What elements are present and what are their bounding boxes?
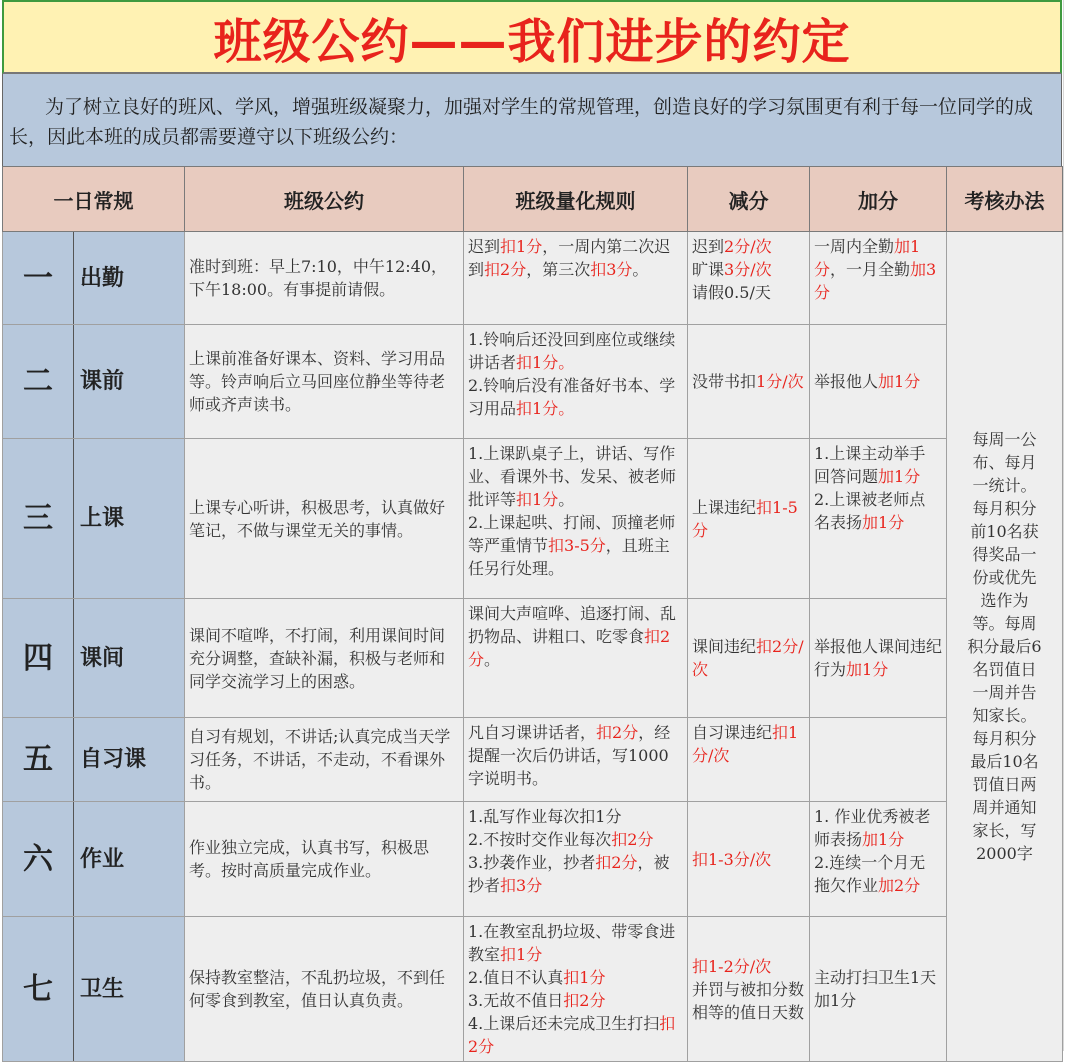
score-highlight: 加1分 xyxy=(862,513,905,532)
rules-cell xyxy=(464,599,688,718)
rule-text: 1.上课趴桌子上，讲话、写作业、看课外书、发呆、被老师批评等 xyxy=(468,444,677,509)
score-highlight: 扣2分 xyxy=(596,723,639,742)
table-row xyxy=(3,917,1063,1062)
table-row xyxy=(3,325,1063,439)
rules-cell-line xyxy=(468,1012,683,1058)
rule-text: 主动打扫卫生1天加1分 xyxy=(814,968,937,1010)
rule-text: 举报他人课间违纪行为 xyxy=(814,637,943,679)
rule-text: 迟到 xyxy=(692,237,725,256)
score-highlight: 加3分 xyxy=(814,260,937,302)
row-number: 二 xyxy=(3,325,74,439)
rules-cell xyxy=(464,439,688,599)
rule-text: 自习课违纪 xyxy=(692,723,773,742)
score-highlight: 扣2分 xyxy=(563,991,606,1010)
rule-text: ，一月全勤 xyxy=(830,260,911,279)
rule-text: 1.在教室乱扔垃圾、带零食进教室 xyxy=(468,922,676,964)
deduct-cell xyxy=(688,917,810,1062)
score-highlight: 加1分 xyxy=(878,467,921,486)
rule-text: ，一周内第二次迟到 xyxy=(468,237,671,279)
rule-text: 3.无故不值日 xyxy=(468,991,564,1010)
rule-text: ，被抄者 xyxy=(468,853,670,895)
header-convention: 班级公约 xyxy=(185,167,464,232)
score-highlight: 扣1-5分 xyxy=(692,497,798,540)
add-cell-line xyxy=(814,635,942,681)
score-highlight: 3分/次 xyxy=(724,260,772,279)
rules-cell-line xyxy=(468,805,683,828)
score-highlight: 加2分 xyxy=(878,876,921,895)
score-highlight: 扣1分 xyxy=(500,945,543,964)
rule-text: 2.上课被老师点 xyxy=(814,490,926,509)
score-highlight: 扣2分 xyxy=(468,1014,676,1056)
rules-cell-line xyxy=(468,328,683,374)
rule-text: 1.乱写作业每次扣1分 xyxy=(468,807,622,826)
rules-cell-line xyxy=(468,602,683,671)
row-category: 卫生 xyxy=(74,917,185,1062)
add-cell-line xyxy=(814,966,942,1012)
deduct-cell-line xyxy=(692,496,805,542)
deduct-cell-line xyxy=(692,635,805,681)
rule-text: 2.不按时交作业每次 xyxy=(468,830,612,849)
row-category: 上课 xyxy=(74,439,185,599)
rules-cell-line xyxy=(468,374,683,420)
add-cell-line xyxy=(814,370,942,393)
rule-text: 1.铃响后还没回到座位或继续讲话者 xyxy=(468,330,676,372)
row-number: 五 xyxy=(3,718,74,802)
rules-cell xyxy=(464,232,688,325)
convention-cell: 作业独立完成，认真书写，积极思考。按时高质量完成作业。 xyxy=(185,802,464,917)
rules-cell-line xyxy=(468,966,683,989)
score-highlight: 2分/次 xyxy=(724,237,772,256)
deduct-cell-line xyxy=(692,848,805,871)
rules-cell xyxy=(464,325,688,439)
rules-cell-line xyxy=(468,511,683,580)
deduct-cell xyxy=(688,232,810,325)
add-cell xyxy=(810,718,947,802)
add-cell-line xyxy=(814,874,942,897)
rule-text: 并罚与被扣分数相等的值日天数 xyxy=(692,979,805,1022)
add-cell-line xyxy=(814,488,942,511)
rule-text: 2.值日不认真 xyxy=(468,968,564,987)
row-number: 四 xyxy=(3,599,74,718)
score-highlight: 扣2分 xyxy=(611,830,654,849)
sheet-gridline xyxy=(1063,0,1064,1051)
deduct-cell-line xyxy=(692,281,805,304)
score-highlight: 扣2分 xyxy=(468,627,671,669)
header-assess: 考核办法 xyxy=(947,167,1063,232)
score-highlight: 扣1分/次 xyxy=(692,723,799,765)
row-number: 六 xyxy=(3,802,74,917)
spreadsheet xyxy=(2,0,1062,1062)
add-cell xyxy=(810,802,947,917)
score-highlight: 1分/次 xyxy=(756,372,804,391)
score-highlight: 扣2分 xyxy=(484,260,527,279)
score-highlight: 加1分 xyxy=(814,237,921,279)
deduct-cell-line xyxy=(692,978,805,1024)
convention-cell: 保持教室整洁，不乱扔垃圾，不到任何零食到教室，值日认真负责。 xyxy=(185,917,464,1062)
rule-text: 1. 作业优秀被老师表扬 xyxy=(814,807,931,849)
deduct-cell xyxy=(688,439,810,599)
rule-text: 旷课 xyxy=(692,260,725,279)
table-row xyxy=(3,232,1063,325)
rule-text: ，且班主任另行处理。 xyxy=(468,536,670,578)
rule-text: 拖欠作业 xyxy=(814,876,879,895)
rule-text: 课间违纪 xyxy=(692,637,757,656)
score-highlight: 扣3分 xyxy=(590,260,633,279)
row-category: 出勤 xyxy=(74,232,185,325)
header-daily: 一日常规 xyxy=(3,167,185,232)
rule-text: 回答问题 xyxy=(814,467,879,486)
add-cell-line xyxy=(814,465,942,488)
add-cell-line xyxy=(814,442,942,465)
table-row xyxy=(3,802,1063,917)
header-row xyxy=(3,167,1063,232)
rules-cell-line xyxy=(468,851,683,897)
score-highlight: 扣3分 xyxy=(500,876,543,895)
deduct-cell-line xyxy=(692,370,805,393)
row-number: 七 xyxy=(3,917,74,1062)
rule-text: 2.连续一个月无 xyxy=(814,853,926,872)
add-cell xyxy=(810,599,947,718)
add-cell-line xyxy=(814,235,942,304)
row-category: 作业 xyxy=(74,802,185,917)
convention-cell: 上课前准备好课本、资料、学习用品等。铃声响后立马回座位静坐等待老师或齐声读书。 xyxy=(185,325,464,439)
deduct-cell-line xyxy=(692,721,805,767)
deduct-cell xyxy=(688,325,810,439)
score-highlight: 扣1分 xyxy=(516,490,559,509)
rule-text: 名表扬 xyxy=(814,513,863,532)
rule-text: 。 xyxy=(484,650,501,669)
rule-text: 一周内全勤 xyxy=(814,237,895,256)
convention-cell: 课间不喧哗，不打闹，利用课间时间充分调整，查缺补漏，积极与老师和同学交流学习上的困惑。 xyxy=(185,599,464,718)
score-highlight: 扣1分。 xyxy=(516,353,575,372)
rule-text: 上课违纪 xyxy=(692,497,757,517)
convention-cell: 上课专心听讲，积极思考，认真做好笔记，不做与课堂无关的事情。 xyxy=(185,439,464,599)
rule-text: 请假0.5/天 xyxy=(692,283,771,302)
deduct-cell-line xyxy=(692,235,805,258)
convention-table xyxy=(2,166,1063,1062)
deduct-cell-line xyxy=(692,258,805,281)
rules-cell-line xyxy=(468,989,683,1012)
score-highlight: 扣2分/次 xyxy=(692,637,804,679)
rule-text: 迟到 xyxy=(468,237,501,256)
score-highlight: 加1分 xyxy=(862,830,905,849)
rules-cell-line xyxy=(468,721,683,790)
rules-cell-line xyxy=(468,828,683,851)
score-highlight: 加1分 xyxy=(846,660,889,679)
rule-text: 举报他人 xyxy=(814,372,879,391)
score-highlight: 加1分 xyxy=(878,372,921,391)
intro-text: 为了树立良好的班风、学风，增强班级凝聚力，加强对学生的常规管理，创造良好的学习氛围更有利于每一位同学的成长，因此本班的成员都需要遵守以下班级公约： xyxy=(2,74,1062,166)
assessment-cell: 每周一公布、每月一统计。每月积分前10名获得奖品一份或优先选作为等。每周积分最后6名罚值日一周并告知家长。每月积分最后10名罚值日两周并通知家长，写2000字 xyxy=(947,232,1063,1062)
row-category: 课间 xyxy=(74,599,185,718)
score-highlight: 扣1-3分/次 xyxy=(692,849,772,869)
rules-cell xyxy=(464,917,688,1062)
deduct-cell xyxy=(688,599,810,718)
rule-text: 3.抄袭作业，抄者 xyxy=(468,853,596,872)
score-highlight: 扣1-2分/次 xyxy=(692,956,772,976)
rules-cell xyxy=(464,718,688,802)
table-row xyxy=(3,439,1063,599)
score-highlight: 扣1分。 xyxy=(516,399,575,418)
rule-text: 。 xyxy=(558,490,575,509)
rule-text: 4.上课后还未完成卫生打扫 xyxy=(468,1014,660,1033)
rule-text: 没带书扣 xyxy=(692,372,757,391)
rule-text: 2.上课起哄、打闹、顶撞老师等严重情节 xyxy=(468,513,676,555)
rule-text: 凡自习课讲话者， xyxy=(468,723,597,742)
page-title: 班级公约——我们进步的约定 xyxy=(2,0,1062,74)
rules-cell xyxy=(464,802,688,917)
header-deduct: 减分 xyxy=(688,167,810,232)
rules-cell-line xyxy=(468,235,683,281)
header-add: 加分 xyxy=(810,167,947,232)
score-highlight: 扣2分 xyxy=(595,853,638,872)
add-cell xyxy=(810,917,947,1062)
table-row xyxy=(3,718,1063,802)
row-category: 课前 xyxy=(74,325,185,439)
add-cell-line xyxy=(814,851,942,874)
rules-cell-line xyxy=(468,920,683,966)
add-cell xyxy=(810,325,947,439)
deduct-cell-line xyxy=(692,955,805,978)
score-highlight: 扣1分 xyxy=(500,237,543,256)
add-cell xyxy=(810,439,947,599)
rule-text: 课间大声喧哗、追逐打闹、乱扔物品、讲粗口、吃零食 xyxy=(468,604,677,646)
rule-text: 2.铃响后没有准备好书本、学习用品 xyxy=(468,376,676,418)
rules-cell-line xyxy=(468,442,683,511)
row-number: 三 xyxy=(3,439,74,599)
score-highlight: 扣3-5分 xyxy=(548,536,606,555)
rule-text: 1.上课主动举手 xyxy=(814,444,926,463)
deduct-cell xyxy=(688,718,810,802)
convention-cell: 准时到班：早上7:10，中午12:40，下午18:00。有事提前请假。 xyxy=(185,232,464,325)
row-category: 自习课 xyxy=(74,718,185,802)
rule-text: 。 xyxy=(632,260,649,279)
header-rules: 班级量化规则 xyxy=(464,167,688,232)
deduct-cell xyxy=(688,802,810,917)
add-cell xyxy=(810,232,947,325)
add-cell-line xyxy=(814,511,942,534)
convention-cell: 自习有规划，不讲话;认真完成当天学习任务，不讲话，不走动，不看课外书。 xyxy=(185,718,464,802)
add-cell-line xyxy=(814,805,942,851)
rule-text: ，第三次 xyxy=(526,260,591,279)
rule-text: ，经提醒一次后仍讲话，写1000字说明书。 xyxy=(468,723,671,788)
row-number: 一 xyxy=(3,232,74,325)
score-highlight: 扣1分 xyxy=(563,968,606,987)
table-row xyxy=(3,599,1063,718)
